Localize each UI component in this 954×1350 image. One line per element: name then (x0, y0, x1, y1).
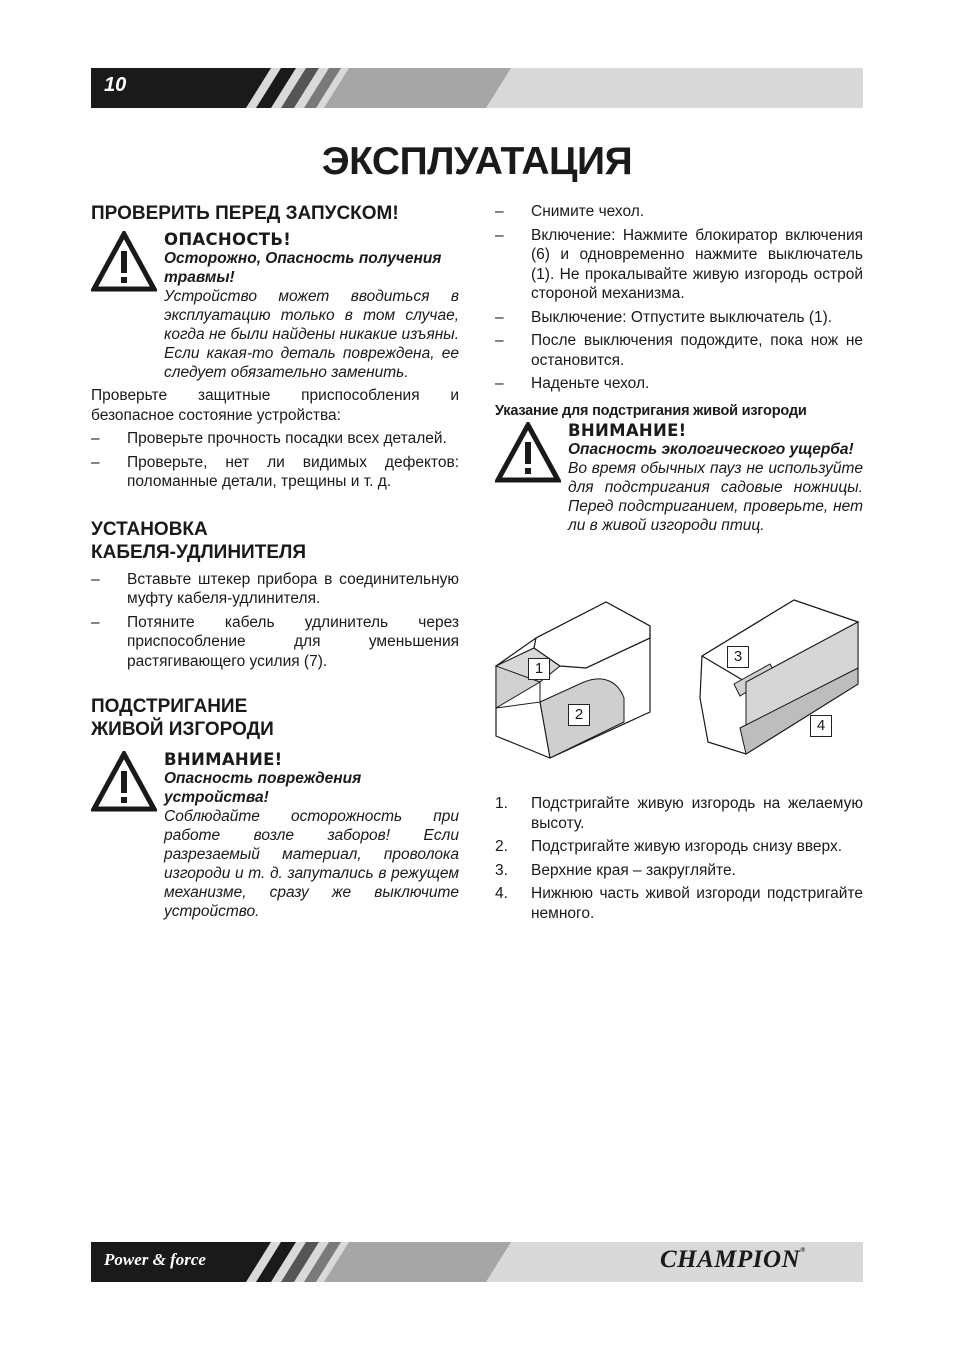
list-item: – Проверьте, нет ли видимых дефектов: поломанные детали, трещины и т. д. (91, 453, 459, 490)
hedge-blocks-drawing (494, 598, 864, 768)
warning-triangle-icon (91, 231, 164, 382)
list-item: 3. Верхние края – закругляйте. (495, 861, 736, 879)
warning-title: ВНИМАНИЕ! (568, 420, 687, 440)
warning-title: ВНИМАНИЕ! (164, 750, 283, 769)
warning-body: Во время обычных пауз не используйте для подстригания садовые ножницы. Перед подстриганием, проверьте, нет ли в живой изгороди птиц. (568, 459, 863, 534)
warning-body: Соблюдайте осторожность при работе возле заборов! Если разрезаемый материал, проволока изгороди и т. д. запутались в режущем механизме, сразу же выключите устройство. (164, 808, 459, 920)
left-column (91, 202, 459, 921)
warning-subtitle: Опасность экологического ущерба! (568, 440, 854, 458)
list-item: – Потяните кабель удлинитель через приспособление для уменьшения растягивающего усилия (7). (91, 613, 459, 670)
callout-4: 4 (810, 715, 832, 737)
callout-1: 1 (528, 658, 550, 680)
warning-triangle-icon (91, 751, 164, 921)
warning-body: Устройство может вводиться в эксплуатацию только в том случае, когда не были найдены никакие изъяны. Если какая-то деталь повреждена, ее следует обязательно заменить. (164, 288, 459, 381)
trim-heading: ПОДСТРИГАНИЕ ЖИВОЙ ИЗГОРОДИ (91, 696, 274, 740)
eco-warning (495, 422, 863, 535)
steps-column (495, 794, 863, 927)
list-item: 4. Нижнюю часть живой изгороди подстригайте немного. (495, 885, 863, 922)
danger-warning (91, 231, 459, 382)
list-item: – Вставьте штекер прибора в соединительную муфту кабеля-удлинителя. (91, 570, 459, 607)
brand-logo: CHAMPION® (660, 1246, 806, 1273)
list-item: – Снимите чехол. (495, 203, 645, 220)
list-item: – После выключения подождите, пока нож не остановится. (495, 332, 863, 369)
warning-subtitle: Осторожно, Опасность получения травмы! (164, 250, 442, 286)
list-item: – Проверьте прочность посадки всех деталей. (91, 430, 447, 447)
list-item: – Выключение: Отпустите выключатель (1). (495, 308, 833, 326)
steps-list (495, 794, 863, 923)
page-title: ЭКСПЛУАТАЦИЯ (321, 140, 633, 183)
warning-triangle-icon (495, 422, 568, 535)
cable-list (91, 570, 459, 672)
right-column (495, 202, 863, 535)
warning-title: ОПАСНОСТЬ! (164, 230, 292, 249)
list-item: 1. Подстригайте живую изгородь на желаемую высоту. (495, 795, 863, 832)
list-item: 2. Подстригайте живую изгородь снизу вверх. (495, 838, 843, 855)
attention-warning (91, 751, 459, 921)
warning-subtitle: Опасность повреждения устройства! (164, 770, 362, 806)
check-list (91, 429, 459, 492)
hedge-trimming-figure (494, 598, 864, 768)
check-intro: Проверьте защитные приспособления и безопасное состояние устройства: (91, 387, 459, 424)
callout-2: 2 (568, 704, 590, 726)
page-number: 10 (104, 74, 127, 96)
hedge-note-heading: Указание для подстригания живой изгороди (495, 402, 807, 419)
cable-heading: УСТАНОВКА КАБЕЛЯ-УДЛИНИТЕЛЯ (91, 518, 306, 563)
list-item: – Включение: Нажмите блокиратор включения (6) и одновременно нажмите выключатель (1). Не прокалывайте живую изгородь острой стороной механизма. (495, 226, 863, 302)
callout-3: 3 (727, 646, 749, 668)
footer-slogan: Power & force (104, 1250, 206, 1269)
list-item: – Наденьте чехол. (495, 375, 650, 392)
operation-list (495, 202, 863, 394)
header-band (91, 68, 863, 108)
check-heading: ПРОВЕРИТЬ ПЕРЕД ЗАПУСКОМ! (91, 203, 399, 224)
